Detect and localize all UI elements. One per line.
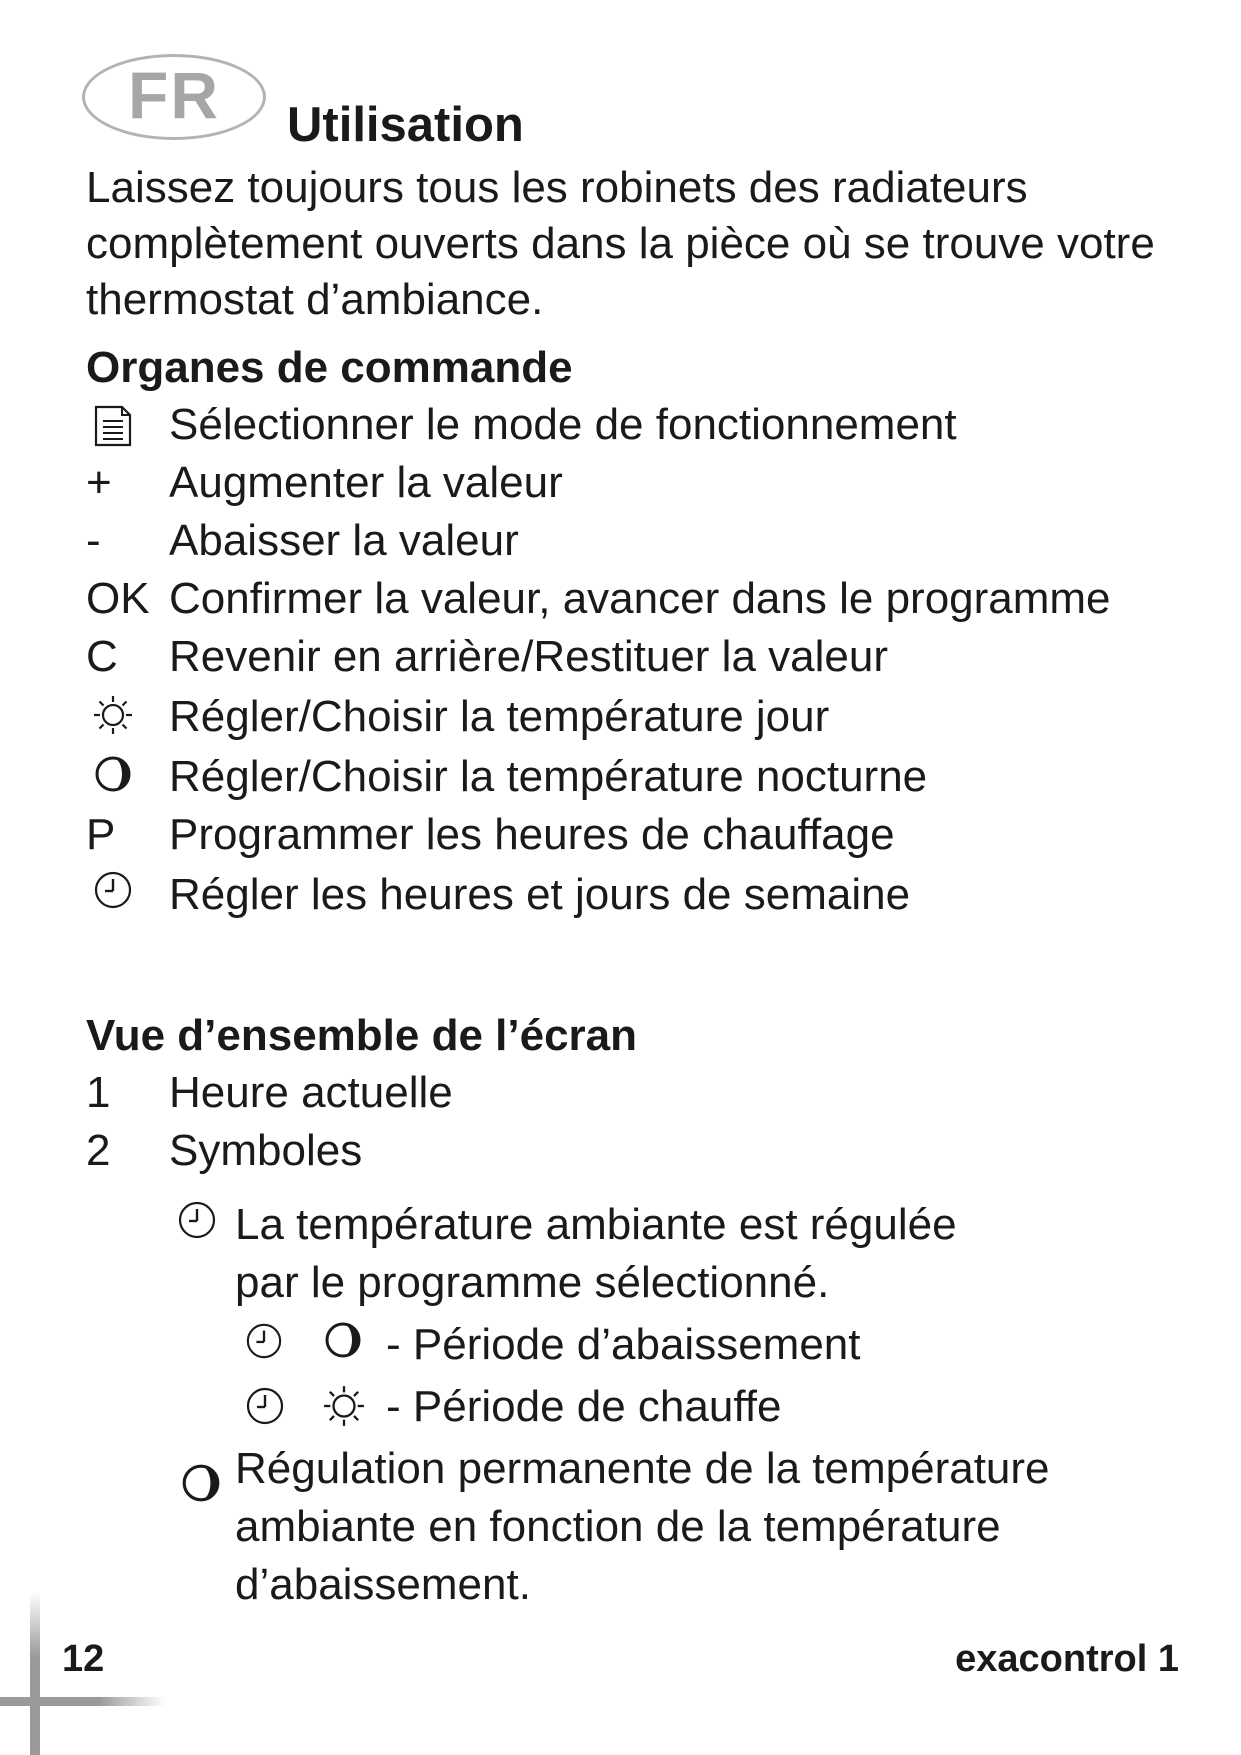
symbol-lowering-period: - Période d’abaissement [386, 1320, 861, 1369]
c-key: C [86, 632, 118, 681]
clock-icon [177, 1200, 217, 1240]
symbol-clock-text-2: par le programme sélectionné. [235, 1258, 830, 1307]
half-moon-icon [323, 1320, 363, 1360]
control-label: Sélectionner le mode de fonctionnement [169, 400, 957, 449]
symbol-clock-text-1: La température ambiante est régulée [235, 1200, 957, 1249]
sun-icon [322, 1384, 366, 1428]
overview-label: Heure actuelle [169, 1068, 453, 1117]
control-label: Confirmer la valeur, avancer dans le programme [169, 574, 1111, 623]
half-moon-icon [180, 1462, 222, 1504]
item-number: 1 [86, 1068, 111, 1117]
symbol-moon-text-1: Régulation permanente de la température [235, 1444, 1050, 1493]
clock-icon [245, 1386, 285, 1426]
symbol-moon-text-2: ambiante en fonction de la température [235, 1502, 1001, 1551]
minus-key: - [86, 516, 101, 565]
symbol-heating-period: - Période de chauffe [386, 1382, 782, 1431]
clock-icon [245, 1322, 283, 1360]
control-label: Régler/Choisir la température nocturne [169, 752, 928, 801]
overview-label: Symboles [169, 1126, 363, 1175]
ok-key: OK [86, 574, 150, 623]
language-code: FR [128, 58, 220, 132]
section-title: Utilisation [287, 98, 524, 152]
control-label: Régler/Choisir la température jour [169, 692, 830, 741]
clock-icon [93, 870, 133, 910]
control-label: Régler les heures et jours de semaine [169, 870, 911, 919]
control-label: Revenir en arrière/Restituer la valeur [169, 632, 888, 681]
p-key: P [86, 810, 116, 859]
item-number: 2 [86, 1126, 111, 1175]
symbol-moon-text-3: d’abaissement. [235, 1560, 531, 1609]
crop-mark-horizontal [0, 1697, 165, 1706]
intro-paragraph: Laissez toujours tous les robinets des radiateurs complètement ouverts dans la pièce où se trouve votre thermostat d’ambiance. [86, 163, 1155, 324]
control-label: Augmenter la valeur [169, 458, 563, 507]
crop-mark-vertical [30, 1592, 40, 1755]
controls-heading: Organes de commande [86, 343, 573, 392]
menu-list-icon [94, 405, 132, 447]
half-moon-icon [93, 754, 133, 794]
product-name: exacontrol 1 [955, 1638, 1179, 1680]
overview-heading: Vue d’ensemble de l’écran [86, 1011, 638, 1060]
control-label: Programmer les heures de chauffage [169, 810, 895, 859]
language-badge [82, 54, 266, 140]
page-number: 12 [62, 1638, 105, 1680]
plus-key: + [86, 458, 112, 507]
sun-icon [92, 694, 134, 736]
control-label: Abaisser la valeur [169, 516, 519, 565]
